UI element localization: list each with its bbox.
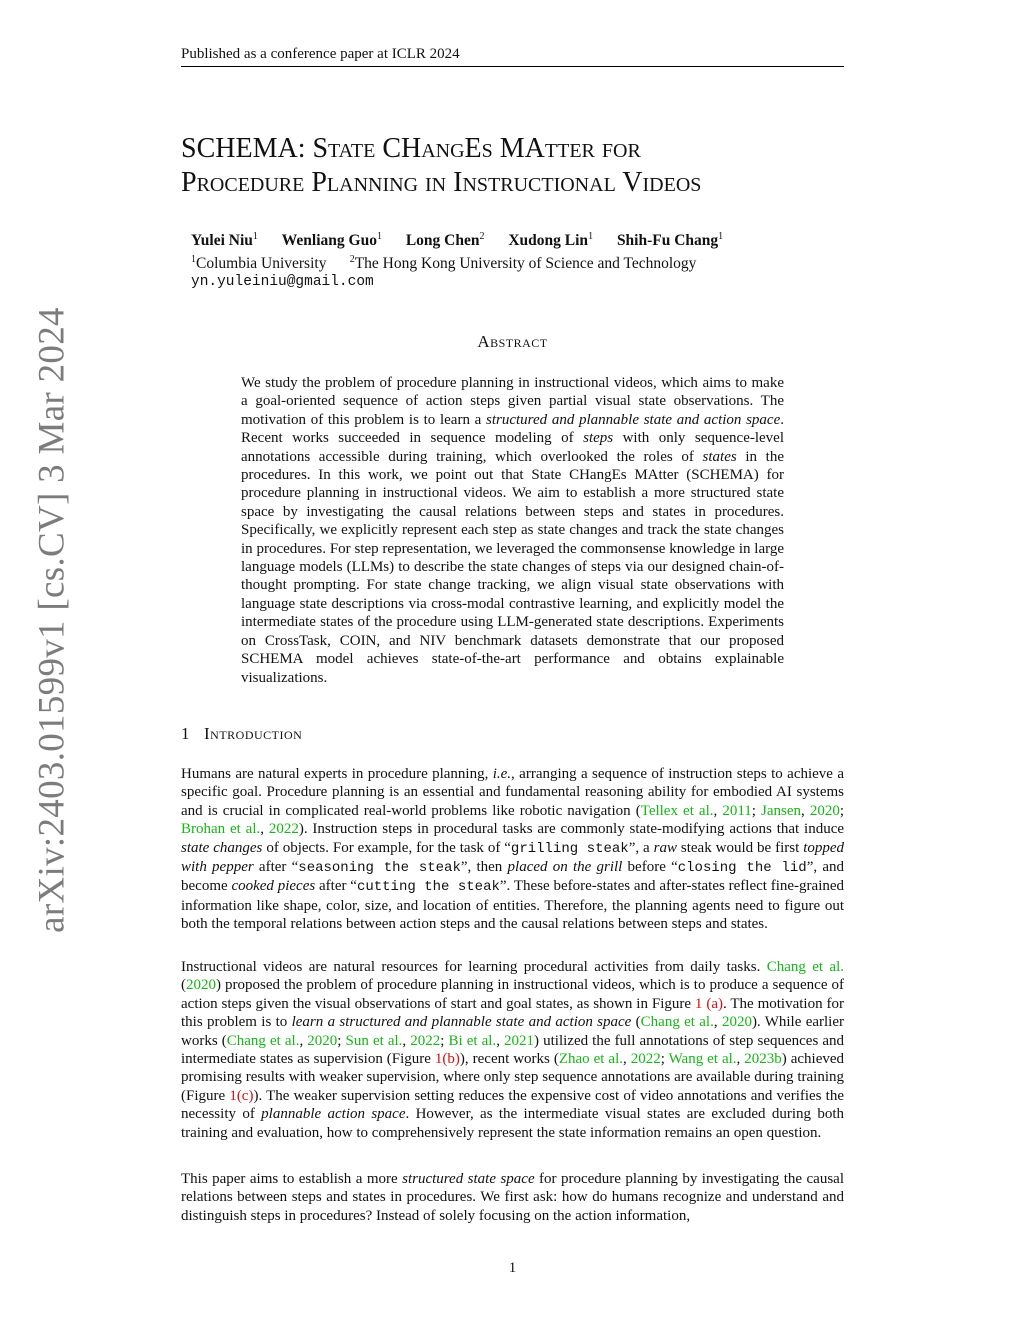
author-3: Long Chen$^2$ (405, 231, 485, 250)
abstract-body: We study the problem of procedure planning in instructional videos, which aims to make a goal-oriented sequence of action steps given partial visual state observations. The motivation of this problem is to learn a structured and plannable state and action space. Recent works succeeded in sequence modeling of steps with only sequence-level annotations accessible during training, which overlooked the roles of states in the procedures. In this work, we point out that State CHangEs MAtter (SCHEMA) for procedure planning in instructional videos. We aim to establish a more structured state space by investigating the causal relations between steps and states in procedures. Specifically, we explicitly represent each step as state changes and track the state changes in procedures. For step representation, we leveraged the commonsense knowledge in large language models (LLMs) to describe the state changes of steps via our designed chain-of-thought prompting. For state change tracking, we align visual state observations with language state descriptions via cross-modal contrastive learning, and explicitly model the intermediate states of the procedure using LLM-generated state descriptions. Experiments on CrossTask, COIN, and NIV benchmark datasets demonstrate that our proposed SCHEMA model achieves state-of-the-art performance and obtains explainable visualizations. (241, 375, 785, 686)
citation-link[interactable]: Chang et al. (766, 959, 844, 975)
citation-link[interactable]: 2020 (809, 802, 840, 819)
citation-link[interactable]: 2020 (186, 977, 216, 994)
intro-paragraph-3: This paper aims to establish a more structured state space for procedure planning by investigating the causal relations between steps and states in procedures. We first ask: how do humans recognize and understand and distinguish steps in procedures? Instead of solely focusing on the action information, (181, 1171, 845, 1224)
author-block (191, 227, 841, 292)
citation-link[interactable]: 2020 (721, 1014, 752, 1031)
author-email: yn.yuleiniu@gmail.com (191, 274, 374, 291)
citation-link[interactable]: Wang et al. (668, 1051, 737, 1068)
section-heading-introduction: 1 Introduction (181, 724, 303, 743)
page-number: 1 (508, 1260, 517, 1276)
citation-link[interactable]: 2021 (504, 1032, 535, 1049)
running-header: Published as a conference paper at ICLR 2024 (181, 46, 460, 62)
citation-link[interactable]: 2022 (410, 1032, 441, 1049)
figure-ref-link[interactable]: 1(b) (434, 1051, 460, 1068)
intro-paragraph-2: Instructional videos are natural resources for learning procedural activities from daily tasks. Chang et al. (2020) proposed the problem of procedure planning in instructional videos, which is to produce a sequence of action steps given the visual observations of start and goal states, as shown in Figure 1 (a). The motivation for this problem is to learn a structured and plannable state and action space (Chang et al., 2020). While earlier works (Chang et al., 2020; Sun et al., 2022; Bi et al., 2021) utilized the full annotations of step sequences and intermediate states as supervision (Figure 1(b)), recent works (Zhao et al., 2022; Wang et al., 2023b) achieved promising results with weaker supervision, where only step sequence annotations are available during training (Figure 1(c)). The weaker supervision setting reduces the expensive cost of video annotations and verifies the necessity of plannable action space. However, as the intermediate visual states are excluded during both training and evaluation, how to comprehensively represent the state information remains an open question. (181, 959, 845, 1141)
intro-paragraph-1: Humans are natural experts in procedure planning, i.e., arranging a sequence of instruction steps to achieve a specific goal. Procedure planning is an essential and fundamental reasoning ability for embodied AI systems and is crucial in complicated real-world problems like robotic navigation (Tellex et al., 2011; Jansen, 2020; Brohan et al., 2022). Instruction steps in procedural tasks are commonly state-modifying actions that induce state changes of objects. For example, for the task of “grilling steak”, a raw steak would be first topped with pepper after “seasoning the steak”, then placed on the grill before “closing the lid”, and become cooked pieces after “cutting the steak”. These before-states and after-states reflect fine-grained information like shape, color, size, and location of entities. Therefore, the planning agents need to figure out both the temporal relations between action steps and the causal relations between steps and states. (181, 766, 845, 933)
header-rule (181, 66, 844, 67)
citation-link[interactable]: 2023b (744, 1051, 782, 1068)
citation-link[interactable]: Tellex et al. (640, 802, 714, 819)
title-line-2: Procedure Planning in Instructional Videos (181, 167, 702, 198)
author-2: Wenliang Guo$^1$ (281, 231, 382, 250)
author-5: Shih-Fu Chang$^1$ (616, 231, 724, 250)
citation-link[interactable]: Chang et al. (226, 1032, 300, 1049)
citation-link[interactable]: Sun et al. (345, 1032, 403, 1049)
title-line-1: SCHEMA: State CHangEs MAtter for (181, 133, 641, 164)
citation-link[interactable]: 2011 (722, 802, 752, 819)
citation-link[interactable]: 2022 (630, 1051, 661, 1068)
affiliations: $^1$Columbia University $^2$The Hong Kong University of Science and Technology (191, 254, 697, 273)
figure-ref-link[interactable]: 1 (a) (694, 995, 723, 1012)
citation-link[interactable]: Brohan et al. (181, 821, 261, 838)
author-1: Yulei Niu$^1$ (191, 231, 258, 250)
author-list (191, 227, 841, 250)
arxiv-stamp: arXiv:2403.01599v1 [cs.CV] 3 Mar 2024 (31, 307, 73, 933)
figure-ref-link[interactable]: 1(c) (229, 1087, 254, 1104)
affiliation-1: Columbia University (196, 255, 327, 273)
affiliation-2: The Hong Kong University of Science and Technology (354, 255, 697, 273)
abstract-heading: Abstract (477, 332, 548, 351)
citation-link[interactable]: 2022 (268, 821, 299, 838)
citation-link[interactable]: 2020 (307, 1032, 338, 1049)
citation-link[interactable]: Chang et al. (640, 1014, 714, 1031)
citation-link[interactable]: Jansen (761, 802, 802, 819)
citation-link[interactable]: Bi et al. (448, 1032, 497, 1049)
citation-link[interactable]: Zhao et al. (558, 1051, 624, 1068)
paper-title (181, 132, 861, 200)
author-4: Xudong Lin$^1$ (508, 231, 594, 250)
